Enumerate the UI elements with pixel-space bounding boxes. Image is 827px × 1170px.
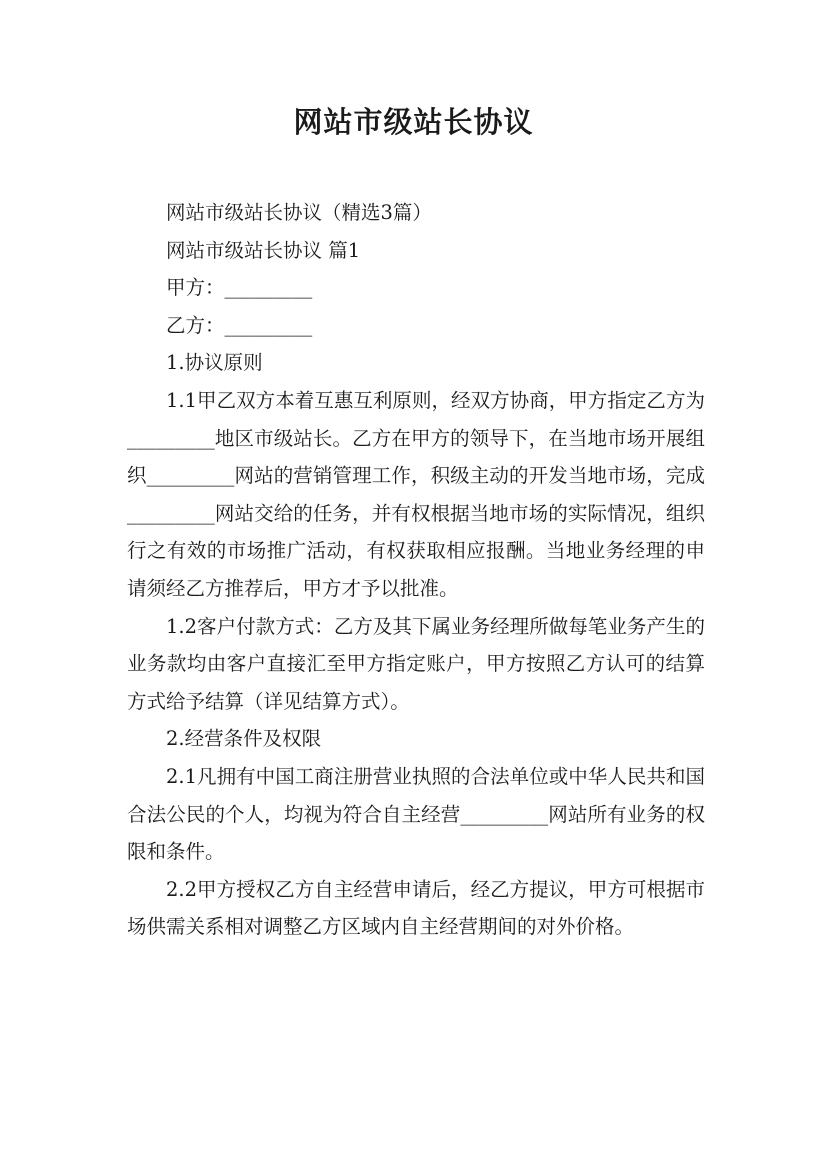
paragraph-clause-1-1: 1.1甲乙双方本着互惠互利原则，经双方协商，甲方指定乙方为_________地区市级站长。乙方在甲方的领导下，在当地市场开展组织_________网站的营销管理工作，积级主动的开发当地市场，完成_________网站交给的任务，并有权根据当地市场的实际情况，组织行之有效的市场推广活动，有权获取相应报酬。当地业务经理的申请须经乙方推荐后，甲方才予以批准。 [127, 388, 705, 600]
paragraph-subtitle: 网站市级站长协议（精选3篇） [166, 201, 432, 224]
paragraph-section-heading: 网站市级站长协议 篇1 [166, 238, 361, 262]
paragraph-party-a: 甲方：_________ [166, 276, 313, 300]
paragraph-party-b: 乙方：_________ [166, 313, 313, 337]
document-body [127, 194, 705, 946]
document-title: 网站市级站长协议 [293, 105, 534, 139]
paragraph-clause-2-2: 2.2甲方授权乙方自主经营申请后，经乙方提议，甲方可根据市场供需关系相对调整乙方区域内自主经营期间的对外价格。 [127, 877, 705, 939]
paragraph-heading-1: 1.协议原则 [166, 351, 263, 375]
paragraph-clause-1-2: 1.2客户付款方式：乙方及其下属业务经理所做每笔业务产生的业务款均由客户直接汇至甲方指定账户，甲方按照乙方认可的结算方式给予结算（详见结算方式）。 [127, 614, 705, 713]
paragraph-heading-2: 2.经营条件及权限 [166, 727, 322, 751]
paragraph-clause-2-1: 2.1凡拥有中国工商注册营业执照的合法单位或中华人民共和国合法公民的个人，均视为符合自主经营_________网站所有业务的权限和条件。 [127, 764, 705, 864]
